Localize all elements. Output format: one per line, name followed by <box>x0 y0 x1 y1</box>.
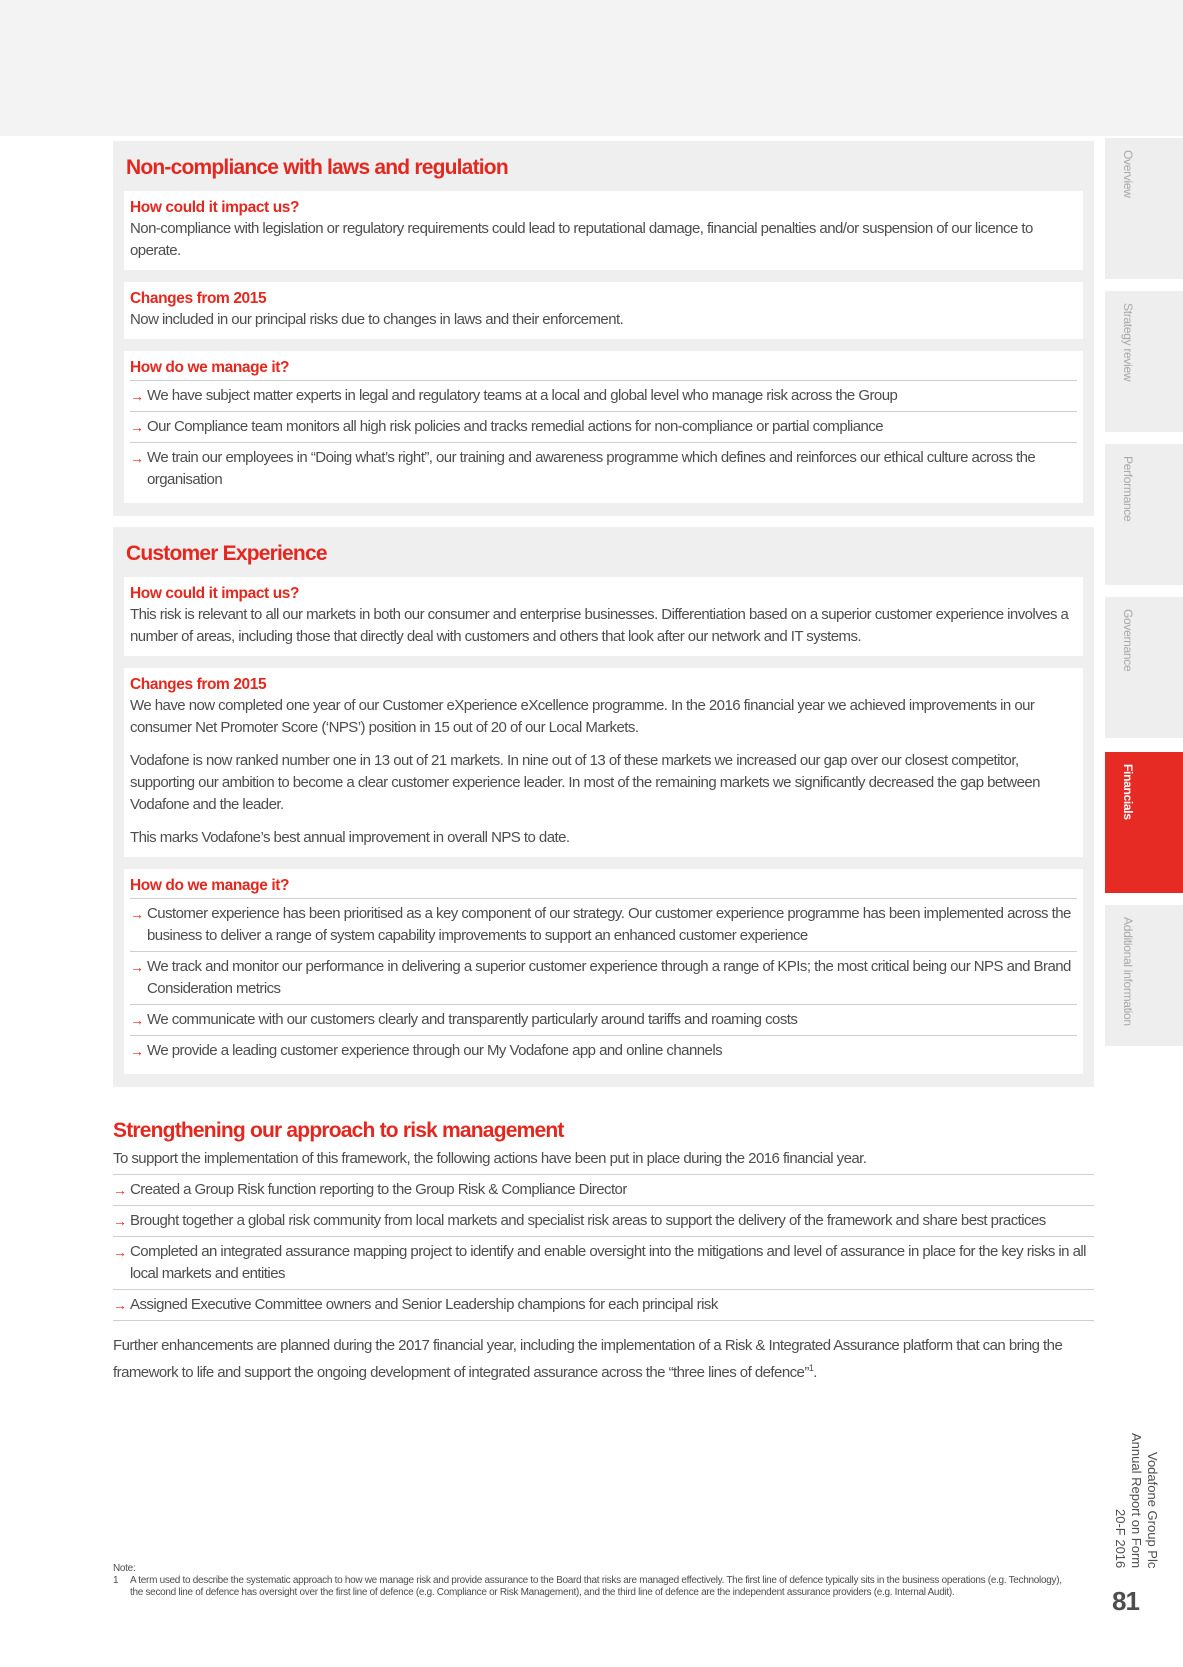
changes-card <box>124 282 1083 339</box>
arrow-right-icon: → <box>130 419 144 435</box>
list-item: → Brought together a global risk community from local markets and specialist risk areas to support the delivery of the framework and share best practices <box>113 1206 1094 1237</box>
strengthening-intro: To support the implementation of this framework, the following actions have been put in place during the 2016 financial year. <box>113 1150 867 1167</box>
report-name: Annual Report on Form 20-F 2016 <box>1113 1432 1144 1568</box>
manage-heading: How do we manage it? <box>130 877 290 894</box>
changes-paragraph: This marks Vodafone’s best annual improvement in overall NPS to date. <box>130 829 570 846</box>
strengthening-further: Further enhancements are planned during the 2017 financial year, including the implementation of a Risk & Integrated Assurance platform that can bring the framework to life and support the ongoing development of integrated assurance across the “three lines of defence”$^1$. <box>113 1337 1063 1381</box>
strengthening-section <box>113 1118 1094 1384</box>
arrow-right-icon: → <box>130 388 144 404</box>
sidebar-tab-strategy-review[interactable]: Strategy review <box>1105 291 1183 432</box>
sidebar-tab-governance[interactable]: Governance <box>1105 597 1183 738</box>
impact-heading: How could it impact us? <box>130 199 300 216</box>
list-item: → Assigned Executive Committee owners and Senior Leadership champions for each principal risk <box>113 1290 1094 1321</box>
risk-section-non-compliance <box>113 141 1094 516</box>
section-title: Customer Experience <box>126 542 327 565</box>
section-title: Non-compliance with laws and regulation <box>126 156 508 179</box>
changes-heading: Changes from 2015 <box>130 290 267 307</box>
impact-text: This risk is relevant to all our markets in both our consumer and enterprise businesses. Differentiation based on a superior customer experience involves a number of areas, including those that directly deal with customers and others that look after our network and IT systems. <box>130 606 1069 645</box>
sidebar-tab-overview[interactable]: Overview <box>1105 138 1183 279</box>
list-item: → Customer experience has been prioritised as a key component of our strategy. Our customer experience programme has been implemented across the business to deliver a range of system capability improvements to support an enhanced customer experience <box>130 899 1077 952</box>
arrow-right-icon: → <box>130 959 144 975</box>
list-item: → We provide a leading customer experience through our My Vodafone app and online channels <box>130 1036 1077 1066</box>
manage-card <box>124 351 1083 503</box>
company-name: Vodafone Group Plc <box>1145 1451 1160 1568</box>
note-number: 1 <box>113 1575 119 1586</box>
changes-card <box>124 668 1083 857</box>
list-item: → We train our employees in “Doing what’s right”, our training and awareness programme which defines and reinforces our ethical culture across the organisation <box>130 443 1077 495</box>
arrow-right-icon: → <box>113 1244 127 1260</box>
impact-card <box>124 577 1083 656</box>
arrow-right-icon: → <box>113 1182 127 1198</box>
manage-card <box>124 869 1083 1074</box>
list-item: → We track and monitor our performance in delivering a superior customer experience through a range of KPIs; the most critical being our NPS and Brand Consideration metrics <box>130 952 1077 1005</box>
note-label: Note: <box>113 1563 136 1574</box>
page-number: 81 <box>1112 1586 1139 1616</box>
page-header-band <box>0 0 1183 136</box>
list-item: → We have subject matter experts in legal and regulatory teams at a local and global level who manage risk across the Group <box>130 381 1077 412</box>
manage-list <box>130 898 1077 1066</box>
changes-paragraph: Vodafone is now ranked number one in 13 out of 21 markets. In nine out of 13 of these markets we increased our gap over our closest competitor, supporting our ambition to become a clear customer experience leader. In most of the remaining markets we significantly decreased the gap between Vodafone and the leader. <box>130 752 1040 813</box>
list-item: → We communicate with our customers clearly and transparently particularly around tariffs and roaming costs <box>130 1005 1077 1036</box>
strengthening-list <box>113 1174 1094 1321</box>
list-item: → Our Compliance team monitors all high risk policies and tracks remedial actions for non-compliance or partial compliance <box>130 412 1077 443</box>
arrow-right-icon: → <box>113 1297 127 1313</box>
sidebar-tab-additional-information[interactable]: Additional information <box>1105 905 1183 1046</box>
report-meta <box>1112 1418 1160 1568</box>
sidebar-tab-performance[interactable]: Performance <box>1105 444 1183 585</box>
changes-heading: Changes from 2015 <box>130 676 267 693</box>
list-item: → Completed an integrated assurance mapping project to identify and enable oversight into the mitigations and level of assurance in place for the key risks in all local markets and entities <box>113 1237 1094 1290</box>
changes-text: Now included in our principal risks due to changes in laws and their enforcement. <box>130 311 624 328</box>
risk-section-customer-experience <box>113 527 1094 1087</box>
impact-card <box>124 191 1083 270</box>
arrow-right-icon: → <box>130 1043 144 1059</box>
note-text: A term used to describe the systematic approach to how we manage risk and provide assurance to the Board that risks are managed effectively. The first line of defence typically sits in the business operations (e.g. Technology), the second line of defence has oversight over the first line of defence (e.g. Compliance or Risk Management), and the third line of defence are the independent assurance providers (e.g. Internal Audit). <box>130 1575 1062 1598</box>
manage-list <box>130 380 1077 495</box>
sidebar-tab-financials[interactable]: Financials <box>1105 752 1183 893</box>
changes-paragraph: We have now completed one year of our Customer eXperience eXcellence programme. In the 2016 financial year we achieved improvements in our consumer Net Promoter Score (‘NPS’) position in 15 out of 20 of our Local Markets. <box>130 697 1035 736</box>
strengthening-title: Strengthening our approach to risk management <box>113 1119 564 1142</box>
arrow-right-icon: → <box>130 450 144 466</box>
arrow-right-icon: → <box>130 1012 144 1028</box>
arrow-right-icon: → <box>113 1213 127 1229</box>
impact-text: Non-compliance with legislation or regulatory requirements could lead to reputational damage, financial penalties and/or suspension of our licence to operate. <box>130 220 1033 259</box>
footnote-ref[interactable]: 1 <box>808 1363 814 1373</box>
manage-heading: How do we manage it? <box>130 359 290 376</box>
impact-heading: How could it impact us? <box>130 585 300 602</box>
footnote <box>113 1563 1063 1599</box>
arrow-right-icon: → <box>130 906 144 922</box>
list-item: → Created a Group Risk function reporting to the Group Risk & Compliance Director <box>113 1175 1094 1206</box>
